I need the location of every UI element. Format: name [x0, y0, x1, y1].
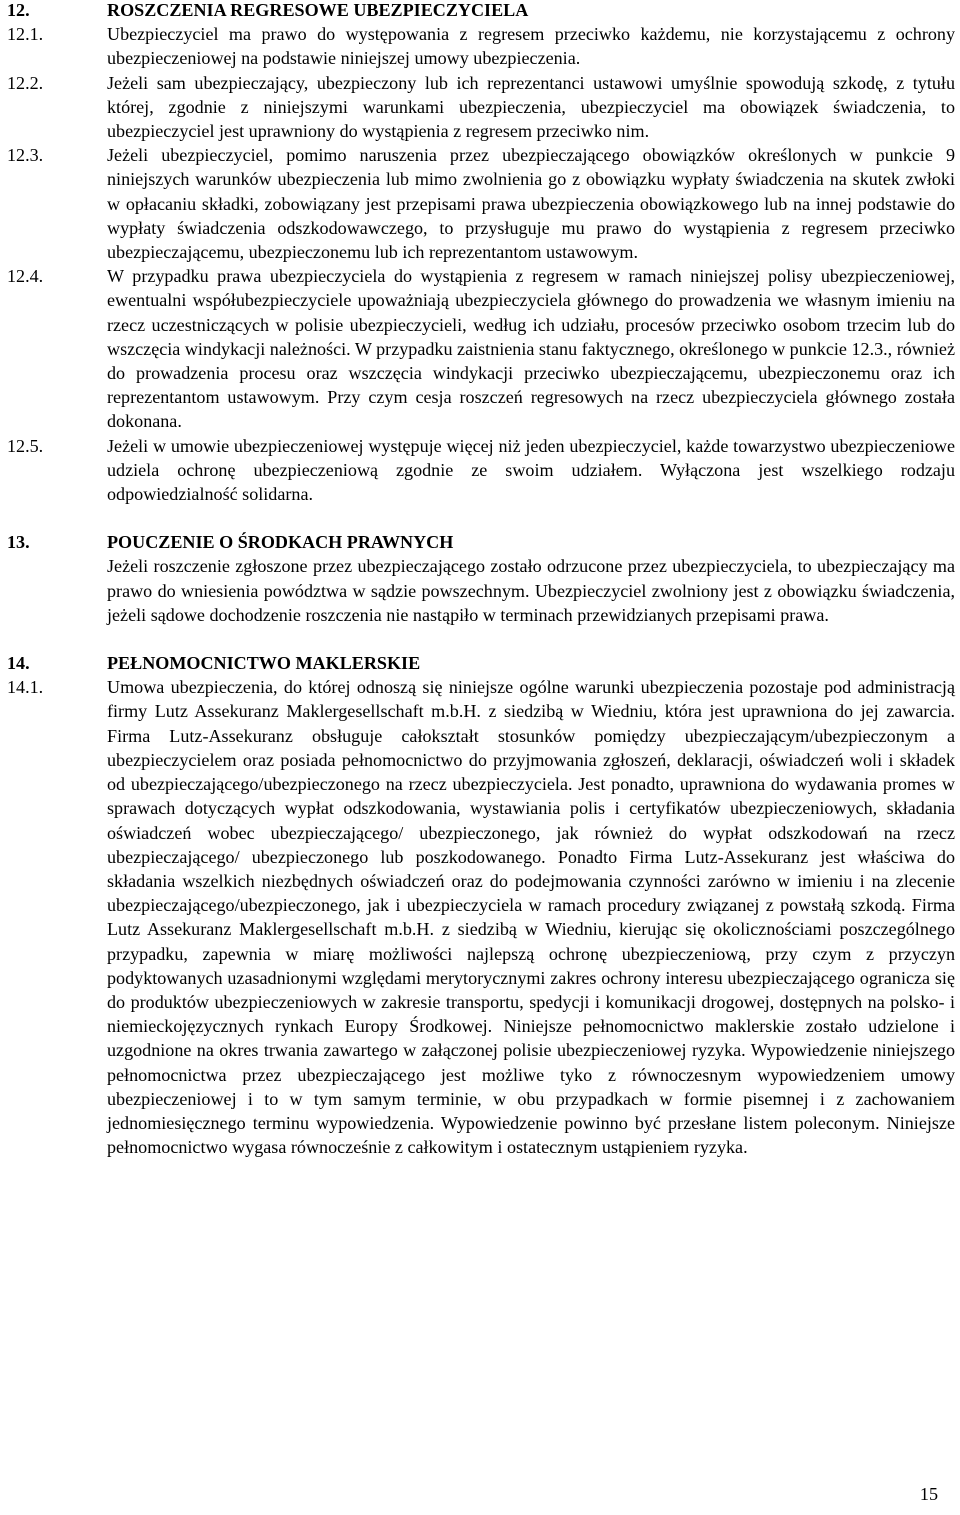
section-title: POUCZENIE O ŚRODKACH PRAWNYCH: [107, 532, 454, 553]
clause-text: Jeżeli sam ubezpieczający, ubezpieczony lub ich reprezentanci ustawowi umyślnie spowodują szkodę, z tytułu której, zgodnie z niniejszymi warunkami ubezpieczenia, ubezpieczyciel ma obowiązek świadczenia, to ubezpieczyciel jest uprawniony do wystąpienia z regresem przeciwko nim.: [107, 72, 955, 142]
clause-text: Ubezpieczyciel ma prawo do występowania z regresem przeciwko każdemu, nie korzystającemu z ochrony ubezpieczeniowej na podstawie niniejszej umowy ubezpieczenia.: [107, 24, 955, 69]
clause-text: Jeżeli ubezpieczyciel, pomimo naruszenia przez ubezpieczającego obowiązków określonych w punkcie 9 niniejszych warunków ubezpieczenia lub mimo zwolnienia go z obowiązku wypłaty świadczenia na skutek zwłoki w opłacaniu składki, zobowiązany jest przepisami prawa ubezpieczenia obowiązkowego lub na innej podstawie do wypłaty świadczenia odszkodowawczego, to przysługuje mu prawo do wystąpienia z regresem przeciwko ubezpieczającemu, ubezpieczonemu lub ich reprezentantom ustawowym.: [107, 145, 955, 263]
section-13-heading: [7, 530, 955, 554]
section-12-heading: [7, 0, 955, 22]
section-spacer: [7, 506, 955, 530]
section-title: PEŁNOMOCNICTWO MAKLERSKIE: [107, 653, 421, 674]
clause-text: Umowa ubezpieczenia, do której odnoszą się niniejsze ogólne warunki ubezpieczenia pozostaje pod administracją firmy Lutz Assekuranz Maklergesellschaft m.b.H. z siedzibą w Wiedniu, która jest uprawniona do jej zawarcia. Firma Lutz-Assekuranz obsługuje całokształt stosunków pomiędzy ubezpieczającym/ubezpieczonym a ubezpieczycielem oraz posiada pełnomocnictwo do przyjmowania zgłoszeń, deklaracji, oświadczeń woli i składek od ubezpieczającego/ubezpieczonego na rzecz ubezpieczyciela. Jest ponadto, uprawniona do wydawania promes w sprawach dotyczących wypłat odszkodowania, wystawiania polis i certyfikatów ubezpieczeniowych, składania oświadczeń wobec ubezpieczającego/ ubezpieczonego, jak również do wypłat odszkodowań na rzecz ubezpieczającego/ ubezpieczonego lub poszkodowanego. Ponadto Firma Lutz-Assekuranz jest właściwa do składania wszelkich niezbędnych oświadczeń oraz do podejmowania czynności zarówno w imieniu i na zlecenie ubezpieczającego/ubezpieczonego, jak i ubezpieczyciela w ramach procedury związanej z powstałą szkodą. Firma Lutz Assekuranz Maklergesellschaft m.b.H. z siedzibą w Wiedniu, kierując się okolicznościami poszczególnego przypadku, zapewnia w miarę możliwości najlepszą ochronę ubezpieczeniową, przy czym z przyczyn podyktowanych uzasadnionymi względami merytorycznymi zakres ochrony interesu ubezpieczającego ogranicza się do produktów ubezpieczeniowych w zakresie transportu, spedycji i komunikacji drogowej, dostępnych na polsko- i niemieckojęzycznych rynkach Europy Środkowej. Niniejsze pełnomocnictwo maklerskie zostało udzielone i uzgodnione na okres trwania zawartego w załączonej polisie ubezpieczeniowej ryzyka. Wypowiedzenie niniejszego pełnomocnictwa przez ubezpieczającego jest możliwe tyko z równoczesnym wypowiedzeniem umowy ubezpieczeniowej i to w tym samym terminie, w obu przypadkach w formie pisemnej i z zachowaniem jednomiesięcznego terminu wypowiedzenia. Wypowiedzenie powinno być przesłane listem poleconym. Niniejsze pełnomocnictwo wygasa równocześnie z całkowitym i ostatecznym ustąpieniem ryzyka.: [107, 677, 955, 1158]
clause-14-1: [7, 675, 955, 1159]
clause-number: 12.1.: [7, 24, 44, 45]
clause-number: 12.3.: [7, 145, 44, 166]
document-body: [7, 0, 955, 1159]
clause-number: 12.5.: [7, 435, 44, 456]
page-number: 15: [919, 1484, 938, 1504]
section-number: 13.: [7, 532, 30, 553]
clause-12-2: [7, 71, 955, 144]
clause-text: W przypadku prawa ubezpieczyciela do wystąpienia z regresem w ramach niniejszej polisy ubezpieczeniowej, ewentualni współubezpieczyciele upoważniają ubezpieczyciela głównego do prowadzenia we własnym imieniu na rzecz uczestniczących w polisie ubezpieczycieli, według ich udziału, procesów przeciwko osobom trzecim lub do wszczęcia windykacji należności. W przypadku zaistnienia stanu faktycznego, określonego w punkcie 12.3., również do prowadzenia procesu oraz wszczęcia windykacji przeciwko ubezpieczającemu, ubezpieczonemu oraz ich reprezentantom ustawowym. Przy czym cesja roszczeń regresowych na rzecz ubezpieczyciela głównego została dokonana.: [107, 266, 955, 432]
clause-12-5: [7, 434, 955, 507]
clause-number: 12.4.: [7, 266, 44, 287]
section-number: 14.: [7, 653, 30, 674]
clause-text: Jeżeli w umowie ubezpieczeniowej występuje więcej niż jeden ubezpieczyciel, każde towarzystwo ubezpieczeniowe udziela ochronę ubezpieczeniową zgodnie ze swoim udziałem. Wyłączona jest wszelkiego rodzaju odpowiedzialność solidarna.: [107, 435, 955, 505]
paragraph-text: Jeżeli roszczenie zgłoszone przez ubezpieczającego zostało odrzucone przez ubezpieczyciela, to ubezpieczający ma prawo do wniesienia powództwa w sądzie powszechnym. Ubezpieczyciel zwolniony jest z obowiązku świadczenia, jeżeli sądowe dochodzenie roszczenia nie nastąpiło w terminach przewidzianych przepisami prawa.: [107, 556, 955, 625]
clause-number: 12.2.: [7, 72, 44, 93]
clause-12-4: [7, 264, 955, 433]
clause-12-1: [7, 22, 955, 70]
clause-number: 14.1.: [7, 677, 44, 698]
clause-12-3: [7, 143, 955, 264]
section-number: 12.: [7, 0, 30, 20]
section-14-heading: [7, 651, 955, 675]
section-13-paragraph: [7, 554, 955, 627]
section-title: ROSZCZENIA REGRESOWE UBEZPIECZYCIELA: [107, 0, 529, 20]
section-spacer: [7, 627, 955, 651]
